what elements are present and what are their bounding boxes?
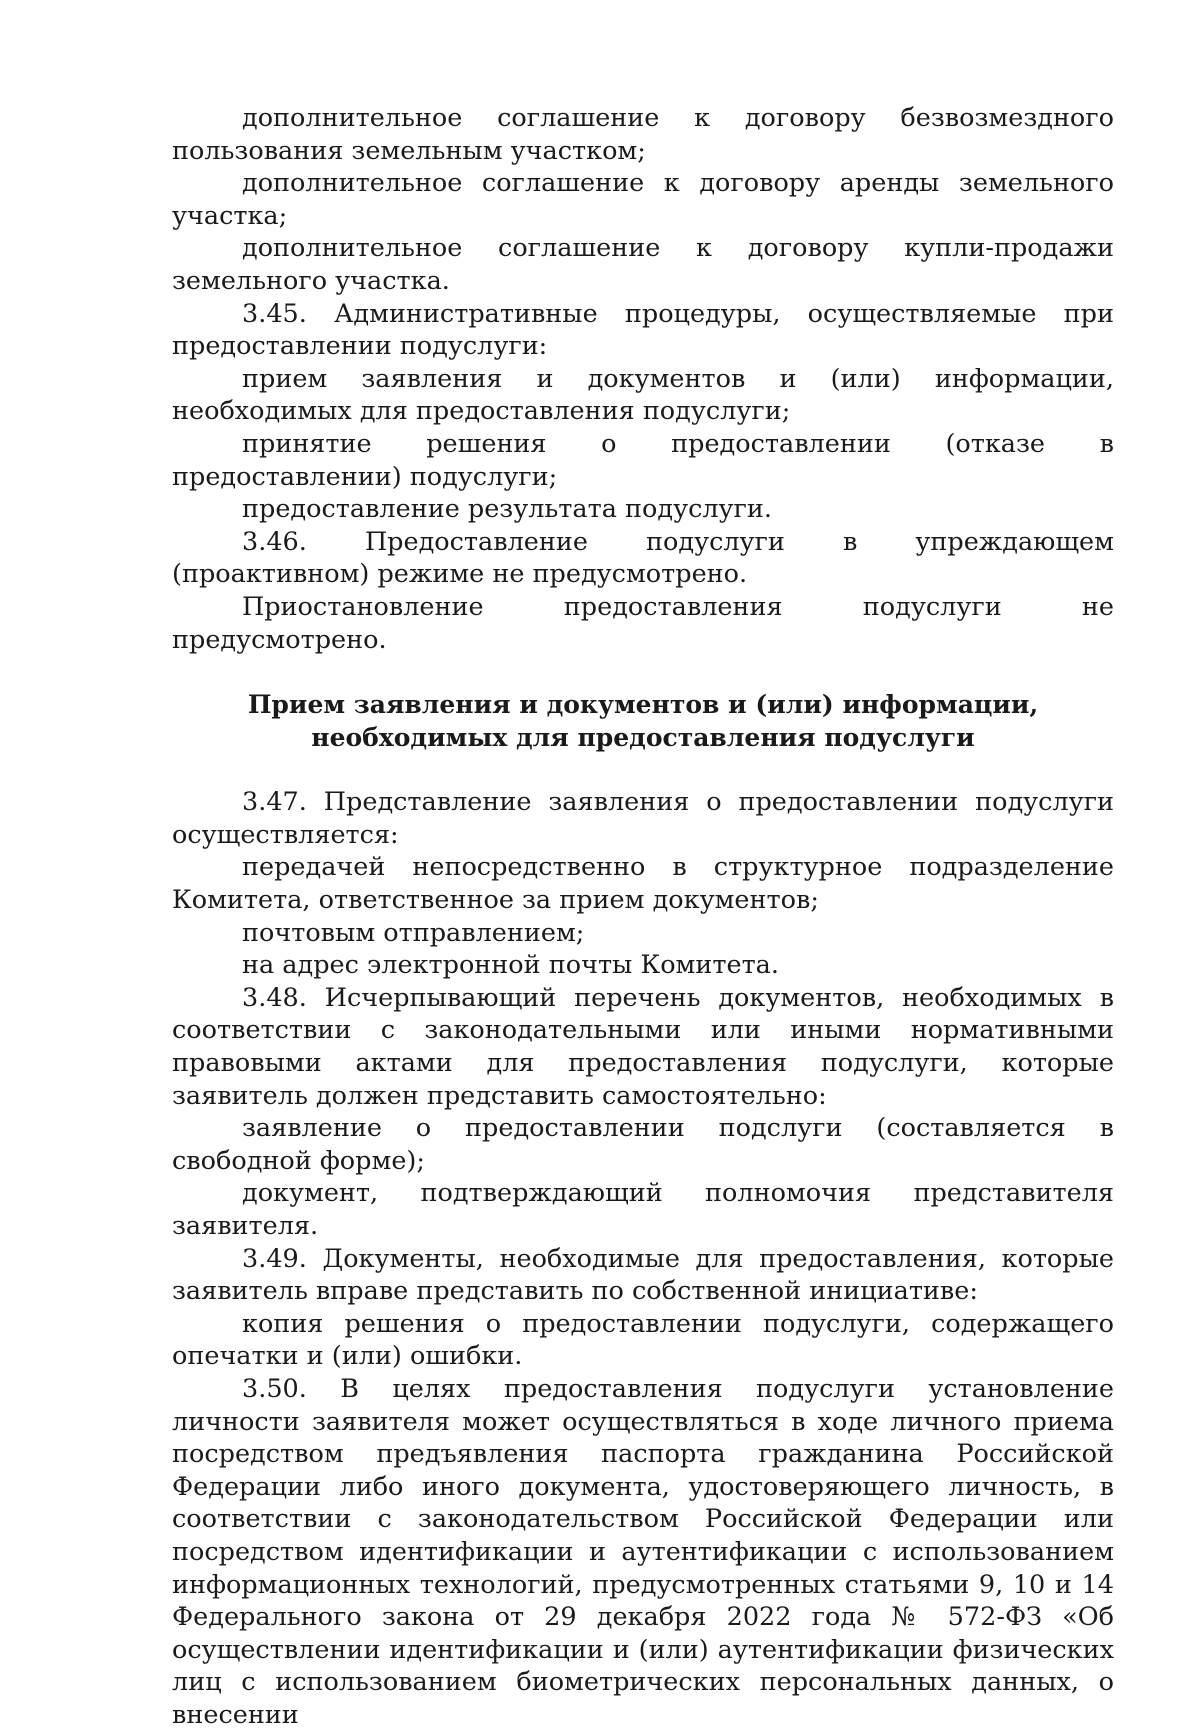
paragraph-suspension: Приостановление предоставления подуслуги не предусмотрено.	[172, 591, 1114, 655]
paragraph-postal: почтовым отправлением;	[242, 917, 585, 948]
paragraph-reception: прием заявления и документов и (или) информации, необходимых для предоставления подуслуги;	[172, 363, 1114, 427]
section-heading-line-1: Прием заявления и документов и (или) информации,	[247, 690, 1039, 720]
paragraph-email: на адрес электронной почты Комитета.	[242, 950, 779, 981]
paragraph-decision: принятие решения о предоставлении (отказе в предоставлении) подуслуги;	[172, 428, 1114, 492]
paragraph-decision-copy: копия решения о предоставлении подуслуги, содержащего опечатки и (или) ошибки.	[172, 1308, 1114, 1372]
paragraph-direct-transfer: передачей непосредственно в структурное подразделение Комитета, ответственное за прием документов;	[172, 852, 1114, 916]
section-heading-line-2: необходимых для предоставления подуслуги	[311, 722, 975, 752]
paragraph-3-46: 3.46. Предоставление подуслуги в упреждающем (проактивном) режиме не предусмотрено.	[172, 526, 1114, 590]
paragraph-3-47: 3.47. Представление заявления о предоставлении подуслуги осуществляется:	[172, 787, 1114, 850]
paragraph-supplement-sale: дополнительное соглашение к договору купли-продажи земельного участка.	[172, 233, 1114, 296]
paragraph-result: предоставление результата подуслуги.	[242, 494, 773, 525]
paragraph-3-49: 3.49. Документы, необходимые для предоставления, которые заявитель вправе представить по собственной инициативе:	[172, 1243, 1114, 1307]
document-body	[172, 102, 1114, 1732]
paragraph-application: заявление о предоставлении подслуги (составляется в свободной форме);	[172, 1113, 1114, 1176]
paragraph-authority-document: документ, подтверждающий полномочия представителя заявителя.	[172, 1178, 1114, 1241]
paragraph-supplement-lease: дополнительное соглашение к договору аренды земельного участка;	[172, 168, 1114, 231]
paragraph-supplement-free-use: дополнительное соглашение к договору безвозмездного пользования земельным участком;	[172, 103, 1114, 166]
paragraph-3-48: 3.48. Исчерпывающий перечень документов, необходимых в соответствии с законодательными или иными нормативными правовыми актами для предоставления подуслуги, которые заявитель должен представить самостоятельно:	[172, 982, 1114, 1111]
paragraph-3-50: 3.50. В целях предоставления подуслуги установление личности заявителя может осуществляться в ходе личного приема посредством предъявления паспорта гражданина Российской Федерации либо иного документа, удостоверяющего личность, в соответствии с законодательством Российской Федерации или посредством идентификации и аутентификации с использованием информационных технологий, предусмотренных статьями 9, 10 и 14 Федерального закона от 29 декабря 2022 года № 572-ФЗ «Об осуществлении идентификации и (или) аутентификации физических лиц с использованием биометрических персональных данных, о внесении	[172, 1373, 1114, 1730]
section-heading	[172, 689, 1114, 754]
paragraph-3-45: 3.45. Административные процедуры, осуществляемые при предоставлении подуслуги:	[172, 298, 1114, 362]
